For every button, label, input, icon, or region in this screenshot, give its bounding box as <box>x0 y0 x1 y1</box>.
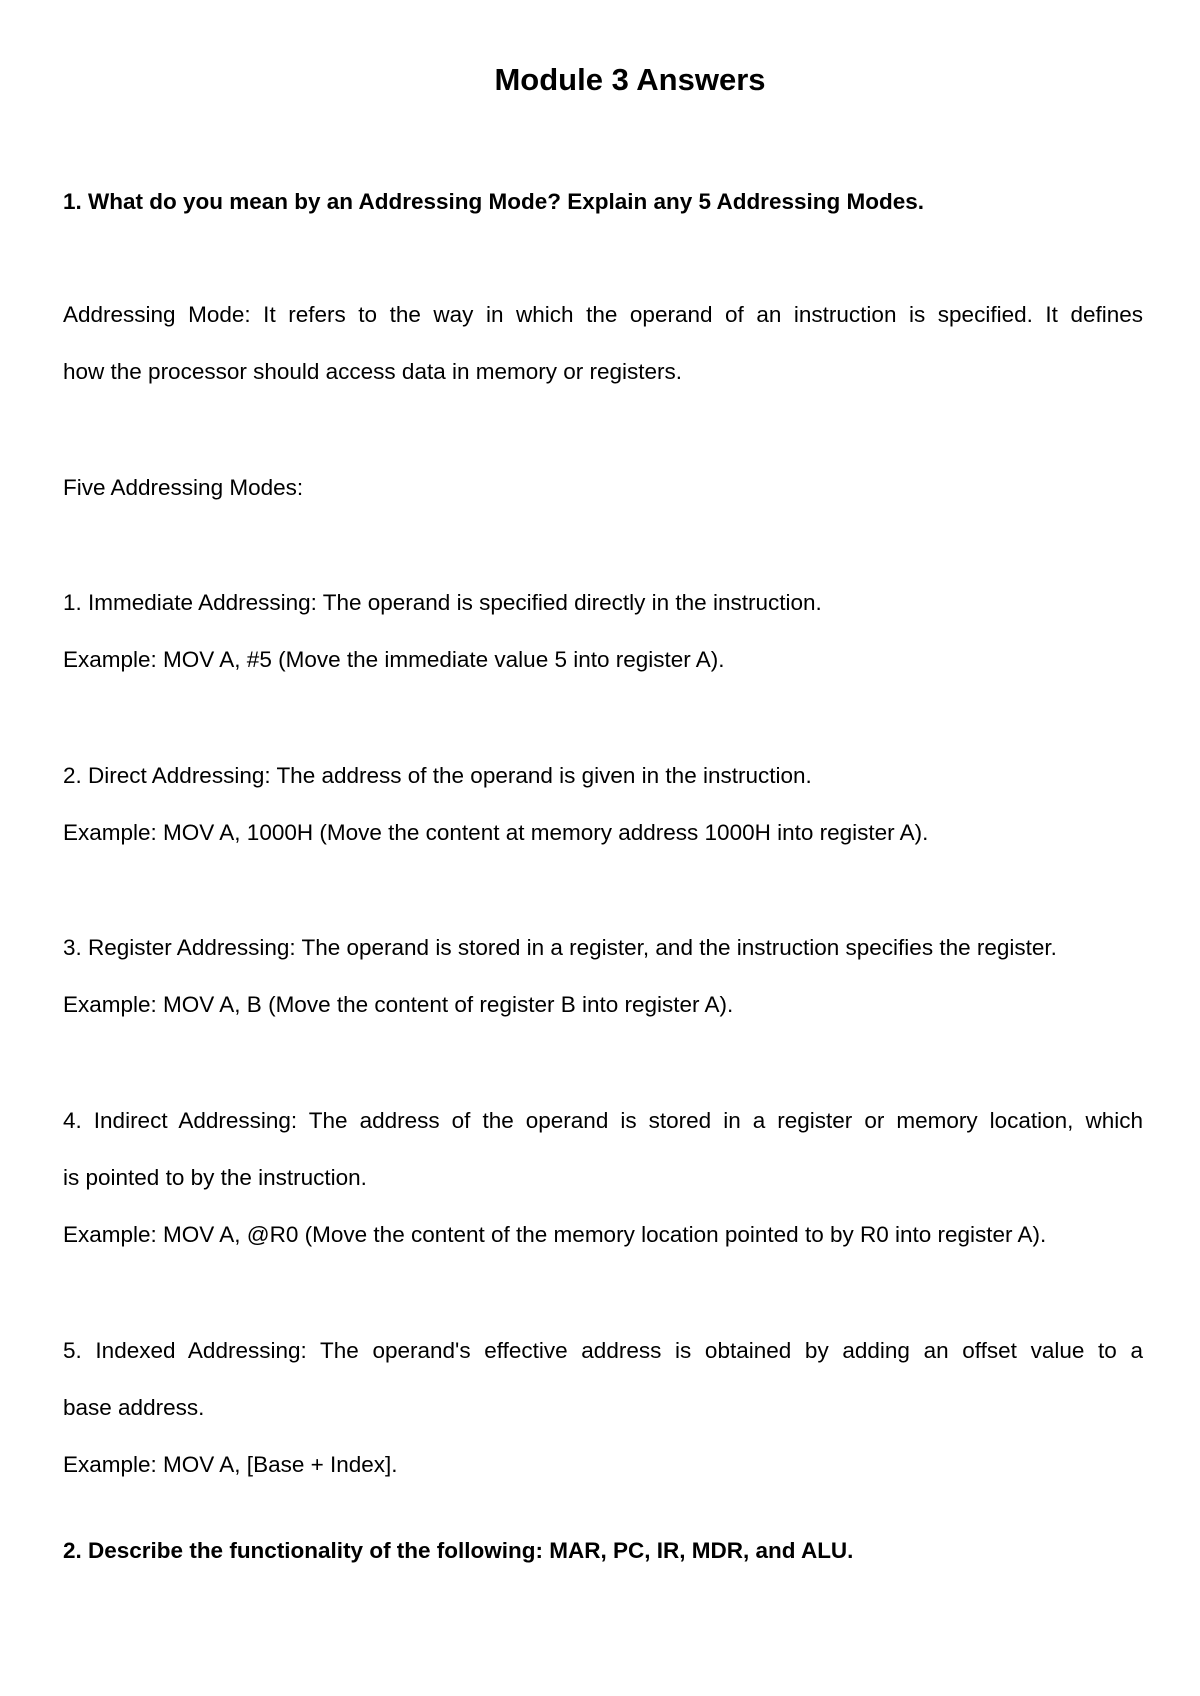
mode-5-description-line-1: 5. Indexed Addressing: The operand's effective address is obtained by adding an offset value to a <box>63 1338 1143 1363</box>
mode-5-description-line-2: base address. <box>63 1395 205 1420</box>
mode-1-example: Example: MOV A, #5 (Move the immediate value 5 into register A). <box>63 647 725 672</box>
list-intro: Five Addressing Modes: <box>63 475 304 500</box>
mode-4-description-line-1: 4. Indirect Addressing: The address of the operand is stored in a register or memory location, which <box>63 1108 1143 1133</box>
mode-4-description-line-2: is pointed to by the instruction. <box>63 1165 367 1190</box>
mode-2-example: Example: MOV A, 1000H (Move the content at memory address 1000H into register A). <box>63 820 929 845</box>
mode-3-example: Example: MOV A, B (Move the content of register B into register A). <box>63 992 734 1017</box>
mode-2-description: 2. Direct Addressing: The address of the operand is given in the instruction. <box>63 763 812 788</box>
mode-1-description: 1. Immediate Addressing: The operand is specified directly in the instruction. <box>63 590 822 615</box>
definition-line-1: Addressing Mode: It refers to the way in which the operand of an instruction is specified. It defines <box>63 302 1143 327</box>
question-2-heading: 2. Describe the functionality of the following: MAR, PC, IR, MDR, and ALU. <box>63 1538 854 1563</box>
definition-line-2: how the processor should access data in memory or registers. <box>63 359 683 384</box>
mode-4-example: Example: MOV A, @R0 (Move the content of the memory location pointed to by R0 into register A). <box>63 1222 1047 1247</box>
question-1-heading: 1. What do you mean by an Addressing Mode? Explain any 5 Addressing Modes. <box>63 189 924 214</box>
mode-5-example: Example: MOV A, [Base + Index]. <box>63 1452 398 1477</box>
mode-3-description: 3. Register Addressing: The operand is stored in a register, and the instruction specifies the register. <box>63 935 1057 960</box>
page-title: Module 3 Answers <box>494 62 766 97</box>
